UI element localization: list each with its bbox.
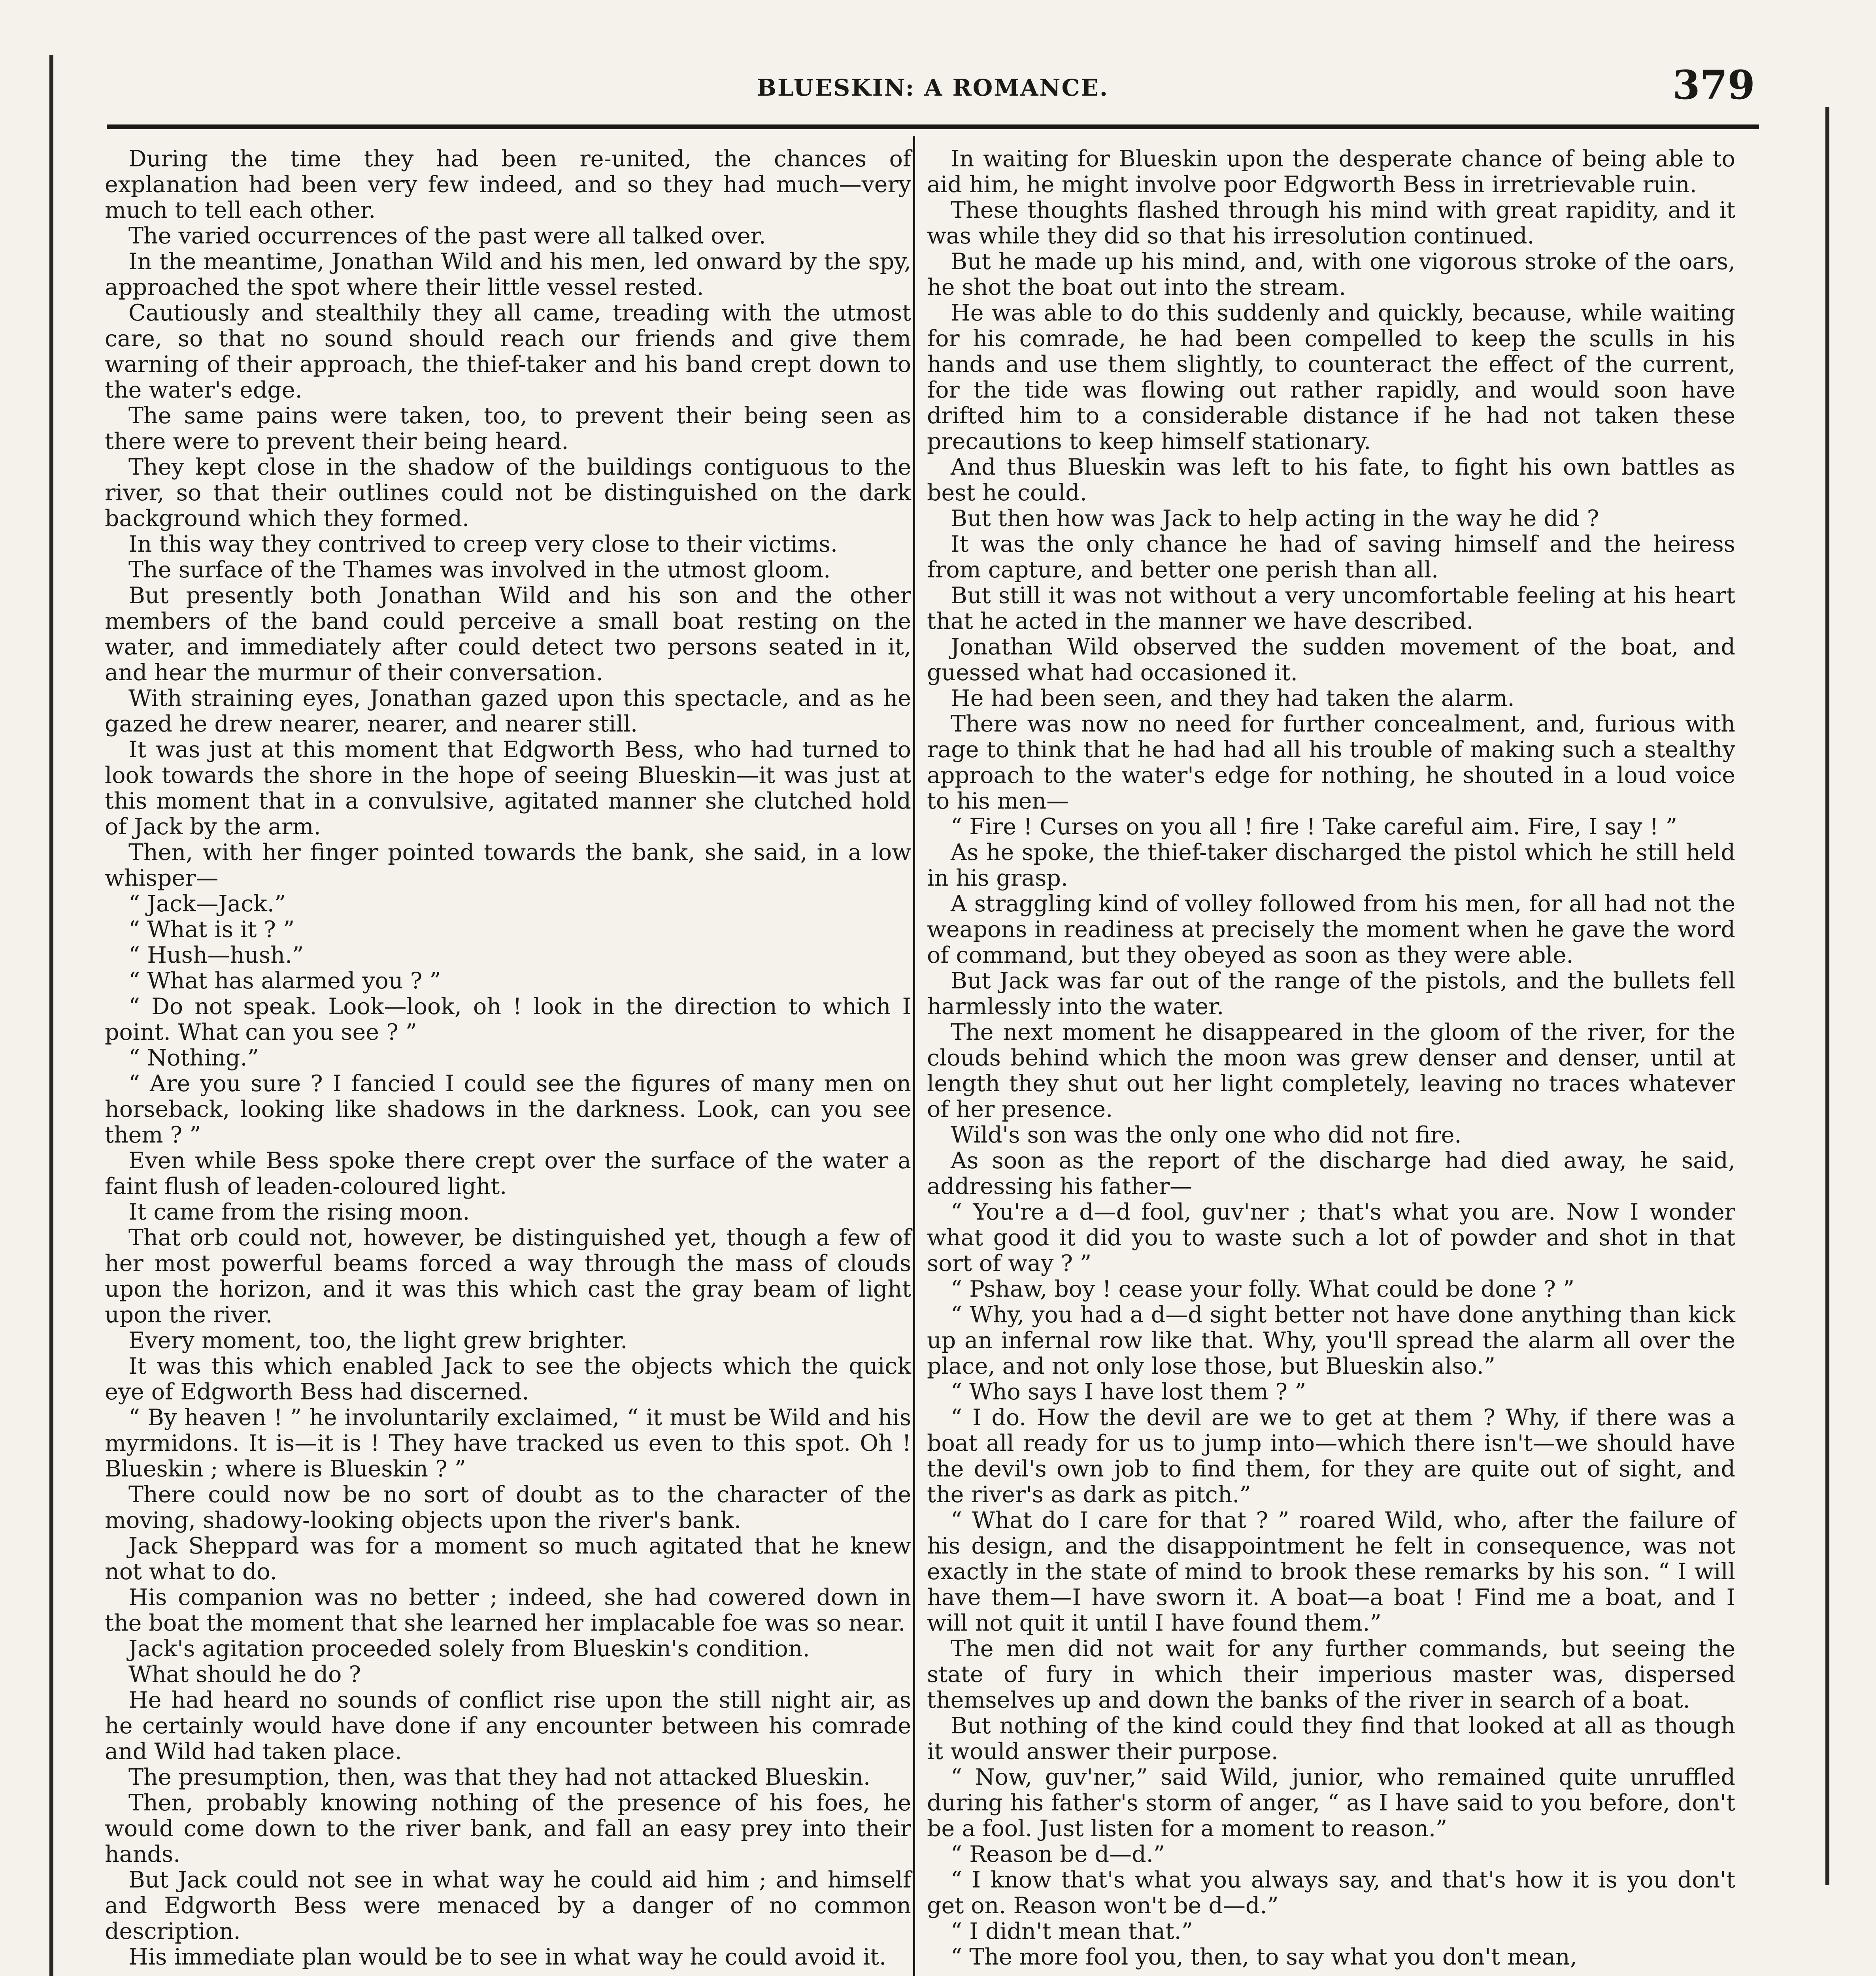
paragraph: Then, probably knowing nothing of the presence of his foes, he would come down to the river bank, and fall an easy prey into their hands. [105, 1790, 911, 1867]
paragraph: There was now no need for further concealment, and, furious with rage to think that he had had all his trouble of making such a stealthy approach to the water's edge for nothing, he shouted in a loud voice to his men— [927, 711, 1735, 814]
paragraph: As soon as the report of the discharge had died away, he said, addressing his father— [927, 1148, 1735, 1199]
paragraph: It was this which enabled Jack to see the objects which the quick eye of Edgworth Bess had discerned. [105, 1353, 911, 1405]
paragraph: “ Hush—hush.” [128, 942, 304, 968]
paragraph: But then how was Jack to help acting in the way he did ? [951, 505, 1599, 532]
right-column [927, 146, 1735, 1970]
paragraph: As he spoke, the thief-taker discharged the pistol which he still held in his grasp. [927, 839, 1735, 891]
paragraph: The presumption, then, was that they had not attacked Blueskin. [128, 1764, 871, 1790]
page-edge-right [1825, 107, 1829, 1885]
paragraph: With straining eyes, Jonathan gazed upon this spectacle, and as he gazed he drew nearer, nearer, and nearer still. [105, 685, 911, 737]
running-title: BLUESKIN: A ROMANCE. [757, 74, 1109, 101]
paragraph: Jonathan Wild observed the sudden movement of the boat, and guessed what had occasioned it. [927, 634, 1735, 686]
paragraph: “ Do not speak. Look—look, oh ! look in the direction to which I point. What can you see ? ” [105, 994, 911, 1045]
paragraph: “ I do. How the devil are we to get at them ? Why, if there was a boat all ready for us to jump into—which there isn't—we should have the devil's own job to find them, for they are quite out of sight, and the river's as dark as pitch.” [927, 1405, 1735, 1508]
paragraph: “ Jack—Jack.” [128, 891, 286, 917]
paragraph: “ Are you sure ? I fancied I could see the figures of many men on horseback, looking like shadows in the darkness. Look, can you see them ? ” [105, 1071, 911, 1148]
paragraph: His companion was no better ; indeed, she had cowered down in the boat the moment that she learned her implacable foe was so near. [105, 1584, 911, 1636]
paragraph: His immediate plan would be to see in what way he could avoid it. [128, 1944, 887, 1970]
paragraph: A straggling kind of volley followed from his men, for all had not the weapons in readiness at precisely the moment when he gave the word of command, but they obeyed as soon as they were able. [927, 891, 1735, 968]
paragraph: But he made up his mind, and, with one vigorous stroke of the oars, he shot the boat out into the stream. [927, 249, 1735, 300]
paragraph: “ I know that's what you always say, and that's how it is you don't get on. Reason won't be d—d.” [927, 1867, 1735, 1919]
paragraph: “ I didn't mean that.” [951, 1918, 1193, 1944]
paragraph: Even while Bess spoke there crept over the surface of the water a faint flush of leaden-coloured light. [105, 1148, 911, 1199]
paragraph: He was able to do this suddenly and quickly, because, while waiting for his comrade, he had been compelled to keep the sculls in his hands and use them slightly, to counteract the effect of the current, for the tide was flowing out rather rapidly, and would soon have drifted him to a considerable distance if he had not taken these precautions to keep himself stationary. [927, 300, 1735, 454]
page-edge-left [49, 55, 53, 1976]
paragraph: “ Reason be d—d.” [951, 1841, 1165, 1867]
paragraph: Wild's son was the only one who did not fire. [951, 1122, 1462, 1148]
paragraph: That orb could not, however, be distinguished yet, though a few of her most powerful beams forced a way through the mass of clouds upon the horizon, and it was this which cast the gray beam of light upon the river. [105, 1225, 911, 1328]
paragraph: He had heard no sounds of conflict rise upon the still night air, as he certainly would have done if any encounter between his comrade and Wild had taken place. [105, 1687, 911, 1765]
paragraph: “ Pshaw, boy ! cease your folly. What could be done ? ” [951, 1276, 1575, 1302]
paragraph: In waiting for Blueskin upon the desperate chance of being able to aid him, he might involve poor Edgworth Bess in irretrievable ruin. [927, 146, 1735, 198]
header-rule [107, 124, 1759, 129]
paragraph: He had been seen, and they had taken the alarm. [951, 685, 1515, 711]
paragraph: They kept close in the shadow of the buildings contiguous to the river, so that their outlines could not be distinguished on the dark background which they formed. [105, 454, 911, 532]
paragraph: The next moment he disappeared in the gloom of the river, for the clouds behind which the moon was grew denser and denser, until at length they shut out her light completely, leaving no traces whatever of her presence. [927, 1019, 1735, 1122]
paragraph: “ By heaven ! ” he involuntarily exclaimed, “ it must be Wild and his myrmidons. It is—it is ! They have tracked us even to this spot. Oh ! Blueskin ; where is Blueskin ? ” [105, 1405, 911, 1482]
paragraph: It was the only chance he had of saving himself and the heiress from capture, and better one perish than all. [927, 531, 1735, 583]
paragraph: “ Who says I have lost them ? ” [951, 1379, 1306, 1405]
left-column [105, 146, 911, 1970]
paragraph: But Jack could not see in what way he could aid him ; and himself and Edgworth Bess were menaced by a danger of no common description. [105, 1867, 911, 1944]
paragraph: The same pains were taken, too, to prevent their being seen as there were to prevent their being heard. [105, 403, 911, 454]
paragraph: “ Now, guv'ner,” said Wild, junior, who remained quite unruffled during his father's storm of anger, “ as I have said to you before, don't be a fool. Just listen for a moment to reason.” [927, 1764, 1735, 1842]
paragraph: In this way they contrived to creep very close to their victims. [128, 531, 838, 557]
paragraph: “ What is it ? ” [128, 916, 295, 943]
paragraph: The men did not wait for any further commands, but seeing the state of fury in which their imperious master was, dispersed themselves up and down the banks of the river in search of a boat. [927, 1636, 1735, 1713]
page-number: 379 [1672, 62, 1755, 108]
paragraph: The varied occurrences of the past were all talked over. [128, 223, 766, 249]
paragraph: Jack's agitation proceeded solely from Blueskin's condition. [128, 1636, 810, 1662]
paragraph: In the meantime, Jonathan Wild and his men, led onward by the spy, approached the spot where their little vessel rested. [105, 249, 911, 300]
paragraph: “ The more fool you, then, to say what you don't mean, [951, 1944, 1577, 1970]
paragraph: These thoughts flashed through his mind with great rapidity, and it was while they did so that his irresolution continued. [927, 197, 1735, 249]
paragraph: Jack Sheppard was for a moment so much agitated that he knew not what to do. [105, 1533, 911, 1585]
column-divider [913, 136, 915, 1976]
paragraph: Then, with her finger pointed towards the bank, she said, in a low whisper— [105, 839, 911, 891]
paragraph: There could now be no sort of doubt as to the character of the moving, shadowy-looking objects upon the river's bank. [105, 1482, 911, 1533]
paragraph: But nothing of the kind could they find that looked at all as though it would answer their purpose. [927, 1713, 1735, 1765]
paragraph: But Jack was far out of the range of the pistols, and the bullets fell harmlessly into the water. [927, 968, 1735, 1020]
paragraph: Every moment, too, the light grew brighter. [128, 1327, 628, 1354]
paragraph: But still it was not without a very uncomfortable feeling at his heart that he acted in the manner we have described. [927, 583, 1735, 634]
paragraph: Cautiously and stealthily they all came, treading with the utmost care, so that no sound should reach our friends and give them warning of their approach, the thief-taker and his band crept down to the water's edge. [105, 300, 911, 403]
paragraph: It came from the rising moon. [128, 1199, 470, 1225]
paragraph: “ Why, you had a d—d sight better not have done anything than kick up an infernal row like that. Why, you'll spread the alarm all over the place, and not only lose those, but Blueskin also.” [927, 1302, 1735, 1379]
paragraph: “ Fire ! Curses on you all ! fire ! Take careful aim. Fire, I say ! ” [951, 814, 1678, 840]
paragraph: During the time they had been re-united, the chances of explanation had been very few indeed, and so they had much—very much to tell each other. [105, 146, 911, 223]
paragraph: “ Nothing.” [128, 1045, 259, 1071]
paragraph: The surface of the Thames was involved in the utmost gloom. [128, 557, 831, 583]
paragraph: What should he do ? [128, 1661, 361, 1688]
paragraph: It was just at this moment that Edgworth Bess, who had turned to look towards the shore in the hope of seeing Blueskin—it was just at this moment that in a convulsive, agitated manner she clutched hold of Jack by the arm. [105, 737, 911, 840]
paragraph: “ You're a d—d fool, guv'ner ; that's what you are. Now I wonder what good it did you to waste such a lot of powder and shot in that sort of way ? ” [927, 1199, 1735, 1276]
paragraph: “ What do I care for that ? ” roared Wild, who, after the failure of his design, and the disappointment he felt in consequence, was not exactly in the state of mind to brook these remarks by his son. “ I will have them—I have sworn it. A boat—a boat ! Find me a boat, and I will not quit it until I have found them.” [927, 1507, 1735, 1636]
running-header [107, 55, 1759, 111]
paragraph: And thus Blueskin was left to his fate, to fight his own battles as best he could. [927, 454, 1735, 506]
paragraph: “ What has alarmed you ? ” [128, 968, 441, 994]
paragraph: But presently both Jonathan Wild and his son and the other members of the band could perceive a small boat resting on the water, and immediately after could detect two persons seated in it, and hear the murmur of their conversation. [105, 583, 911, 686]
